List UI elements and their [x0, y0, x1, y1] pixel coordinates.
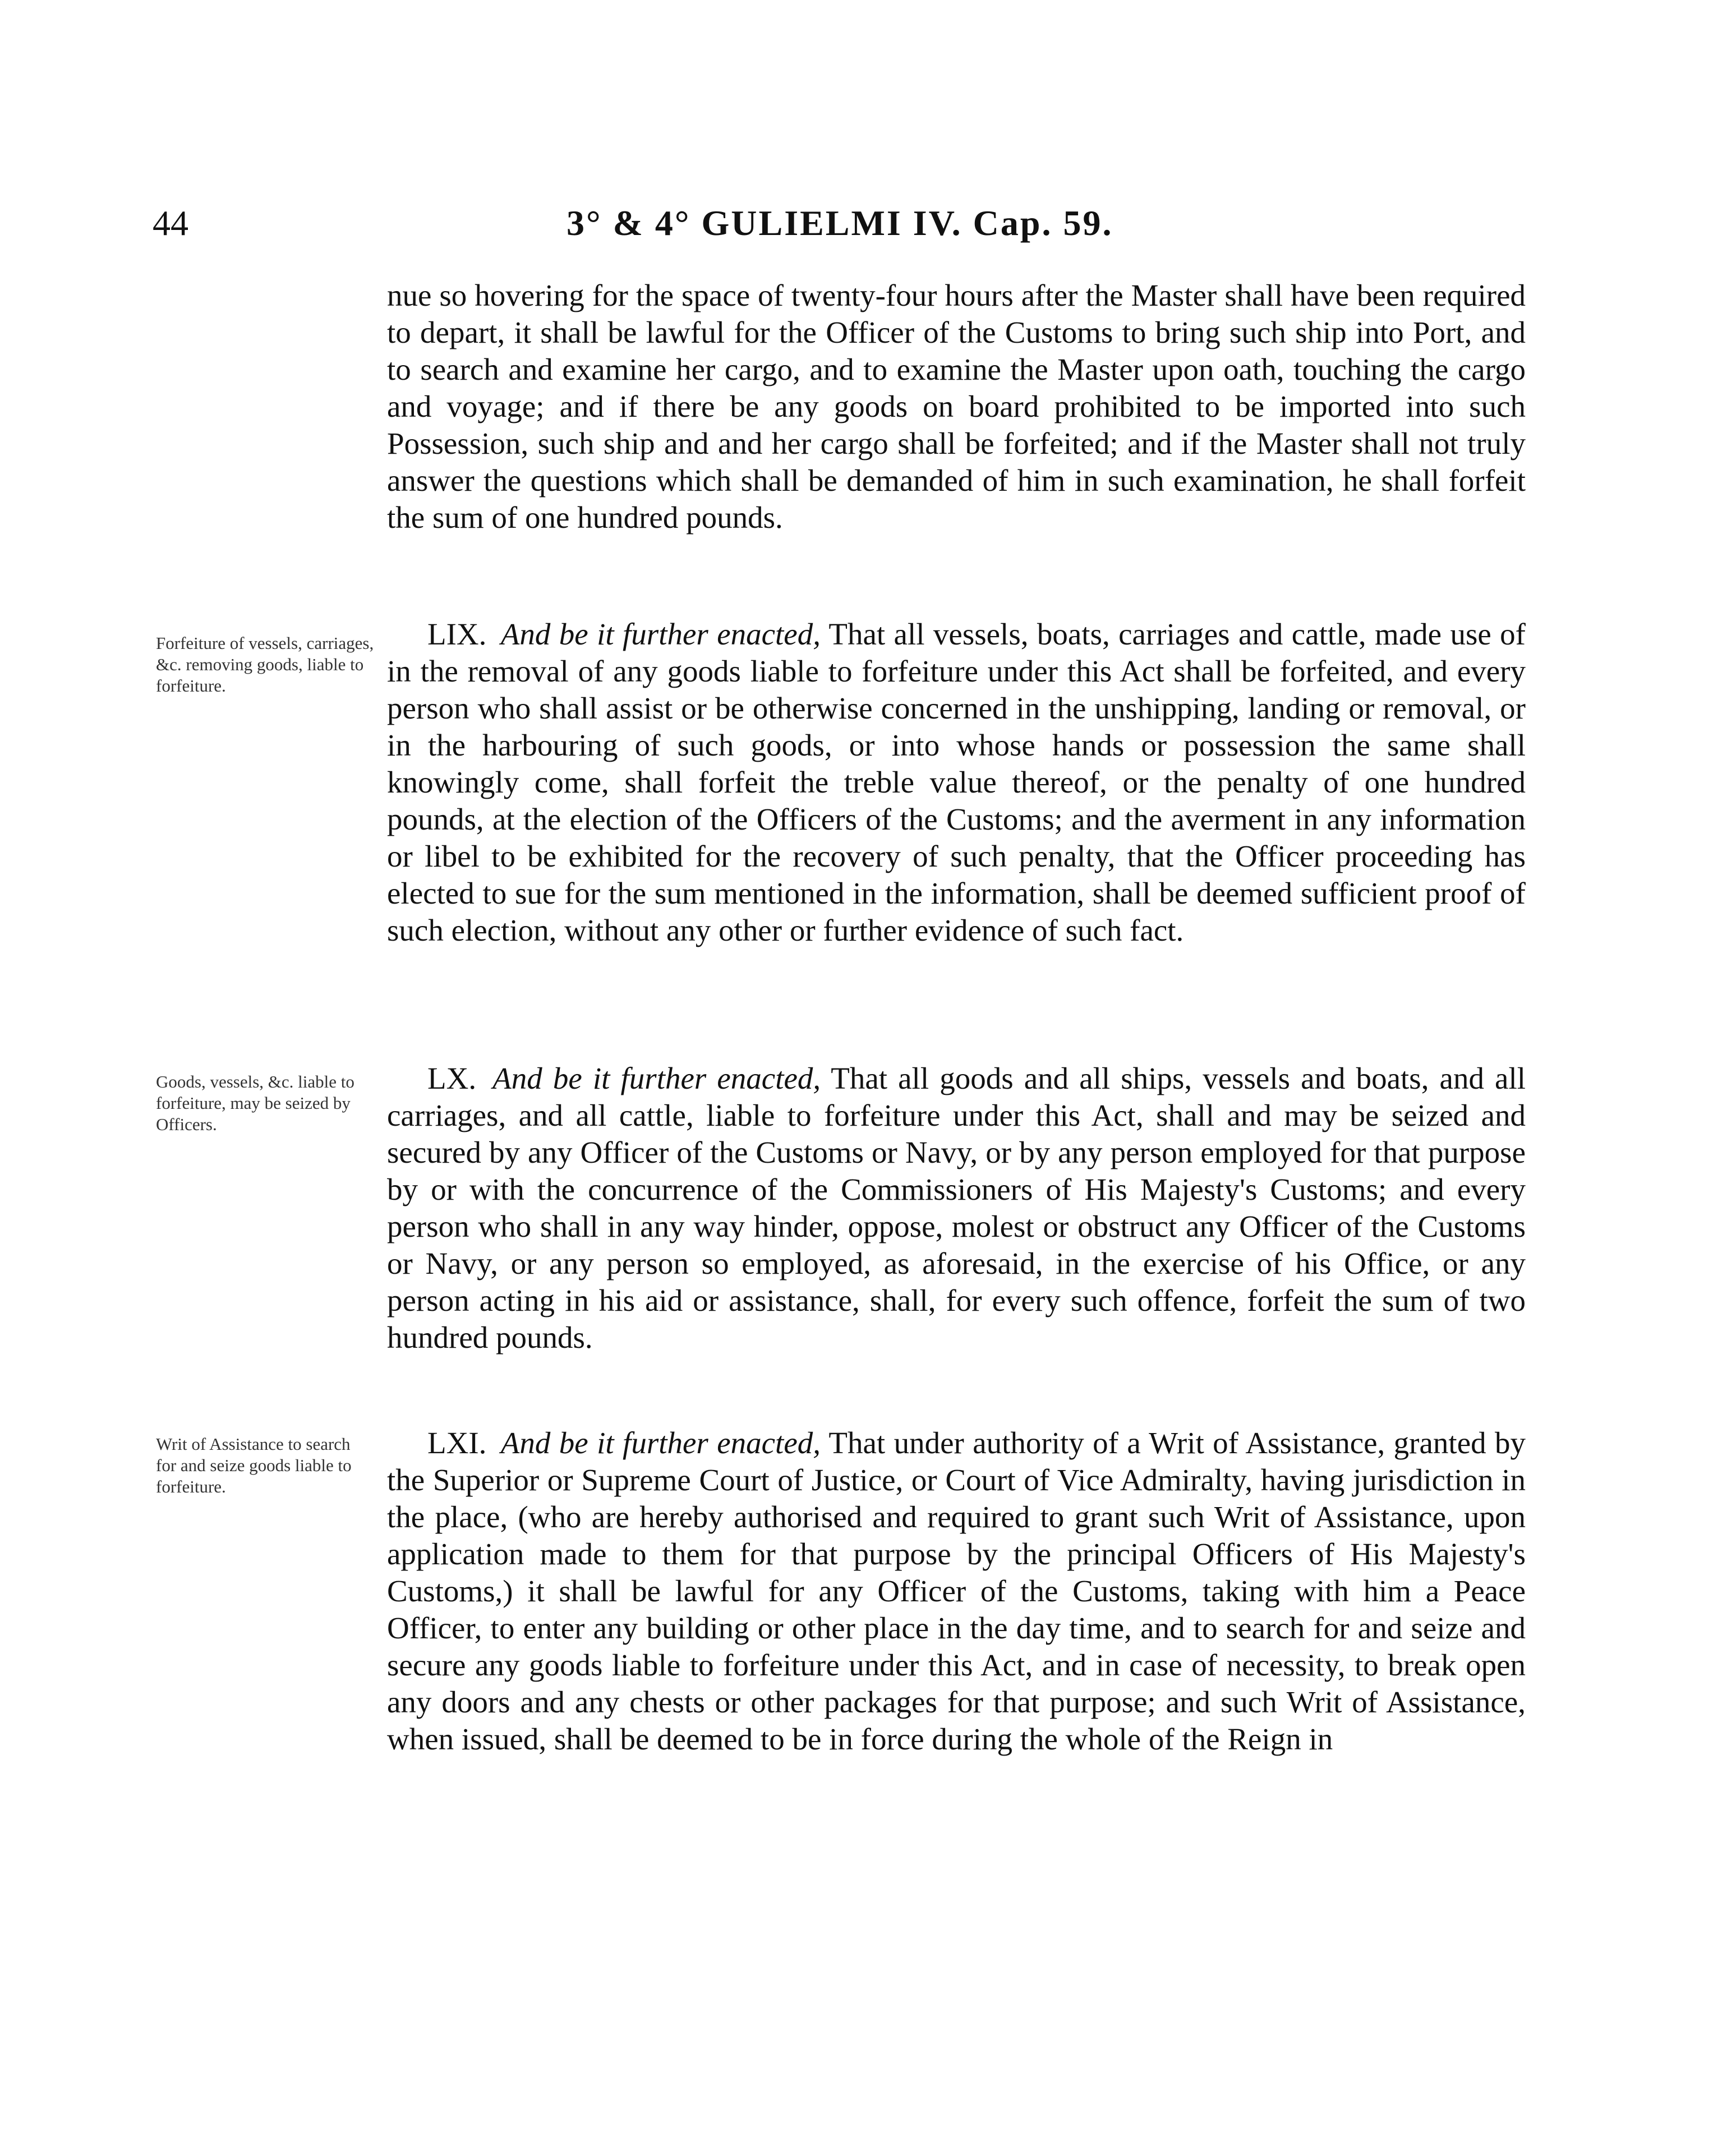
section-numeral: LX.	[427, 1061, 477, 1095]
marginal-note: Writ of Assistance to search for and seize goods liable to forfeiture.	[156, 1434, 352, 1496]
marginal-note: Forfeiture of vessels, carriages, &c. removing goods, liable to forfeiture.	[156, 633, 374, 695]
section-text: That under authority of a Writ of Assistance, granted by the Superior or Supreme Court of Justice, or Court of Vice Admiralty, having jurisdiction in the place, (who are hereby authorised and required to grant such Writ of Assistance, upon application made to them for that purpose by the principal Officers of His Majesty's Customs,) it shall be lawful for any Officer of the Customs, taking with him a Peace Officer, to enter any building or other place in the day time, and to search for and seize and secure any goods liable to forfeiture under this Act, and in case of necessity, to break open any doors and any chests or other packages for that purpose; and such Writ of Assistance, when issued, shall be deemed to be in force during the whole of the Reign in	[387, 1426, 1526, 1756]
section-lx	[387, 1060, 1526, 1356]
section-lix	[387, 616, 1526, 949]
section-text: That all vessels, boats, carriages and cattle, made use of in the removal of any goods liable to forfeiture under this Act shall be forfeited, and every person who shall assist or be otherwise concerned in the unshipping, landing or removal, or in the harbouring of such goods, or into whose hands or possession the same shall knowingly come, shall forfeit the treble value thereof, or the penalty of one hundred pounds, at the election of the Officers of the Customs; and the averment in any information or libel to be exhibited for the recovery of such penalty, that the Officer proceeding has elected to sue for the sum mentioned in the information, shall be deemed sufficient proof of such election, without any other or further evidence of such fact.	[387, 617, 1526, 947]
section-numeral: LXI.	[427, 1426, 487, 1460]
enacting-phrase: And be it further enacted,	[500, 1426, 821, 1460]
section-text: That all goods and all ships, vessels and boats, and all carriages, and all cattle, liable to forfeiture under this Act, shall and may be seized and secured by any Officer of the Customs or Navy, or by any person employed for that purpose by or with the concurrence of the Commissioners of His Majesty's Customs; and every person who shall in any way hinder, oppose, molest or obstruct any Officer of the Customs or Navy, or any person so employed, as aforesaid, in the exercise of his Office, or any person acting in his aid or assistance, shall, for every such offence, forfeit the sum of two hundred pounds.	[387, 1061, 1526, 1355]
page-number: 44	[153, 203, 188, 243]
section-lxi	[387, 1425, 1526, 1758]
marginal-note: Goods, vessels, &c. liable to forfeiture, may be seized by Officers.	[156, 1072, 354, 1134]
running-head: 3° & 4° GULIELMI IV. Cap. 59.	[567, 203, 1113, 243]
continuation-paragraph: nue so hovering for the space of twenty-four hours after the Master shall have been required to depart, it shall be lawful for the Officer of the Customs to bring such ship into Port, and to search and examine her cargo, and to examine the Master upon oath, touching the cargo and voyage; and if there be any goods on board prohibited to be imported into such Possession, such ship and and her cargo shall be forfeited; and if the Master shall not truly answer the questions which shall be demanded of him in such examination, he shall forfeit the sum of one hundred pounds.	[387, 278, 1526, 535]
section-numeral: LIX.	[427, 617, 487, 651]
enacting-phrase: And be it further enacted,	[492, 1061, 821, 1095]
enacting-phrase: And be it further enacted,	[500, 617, 821, 651]
